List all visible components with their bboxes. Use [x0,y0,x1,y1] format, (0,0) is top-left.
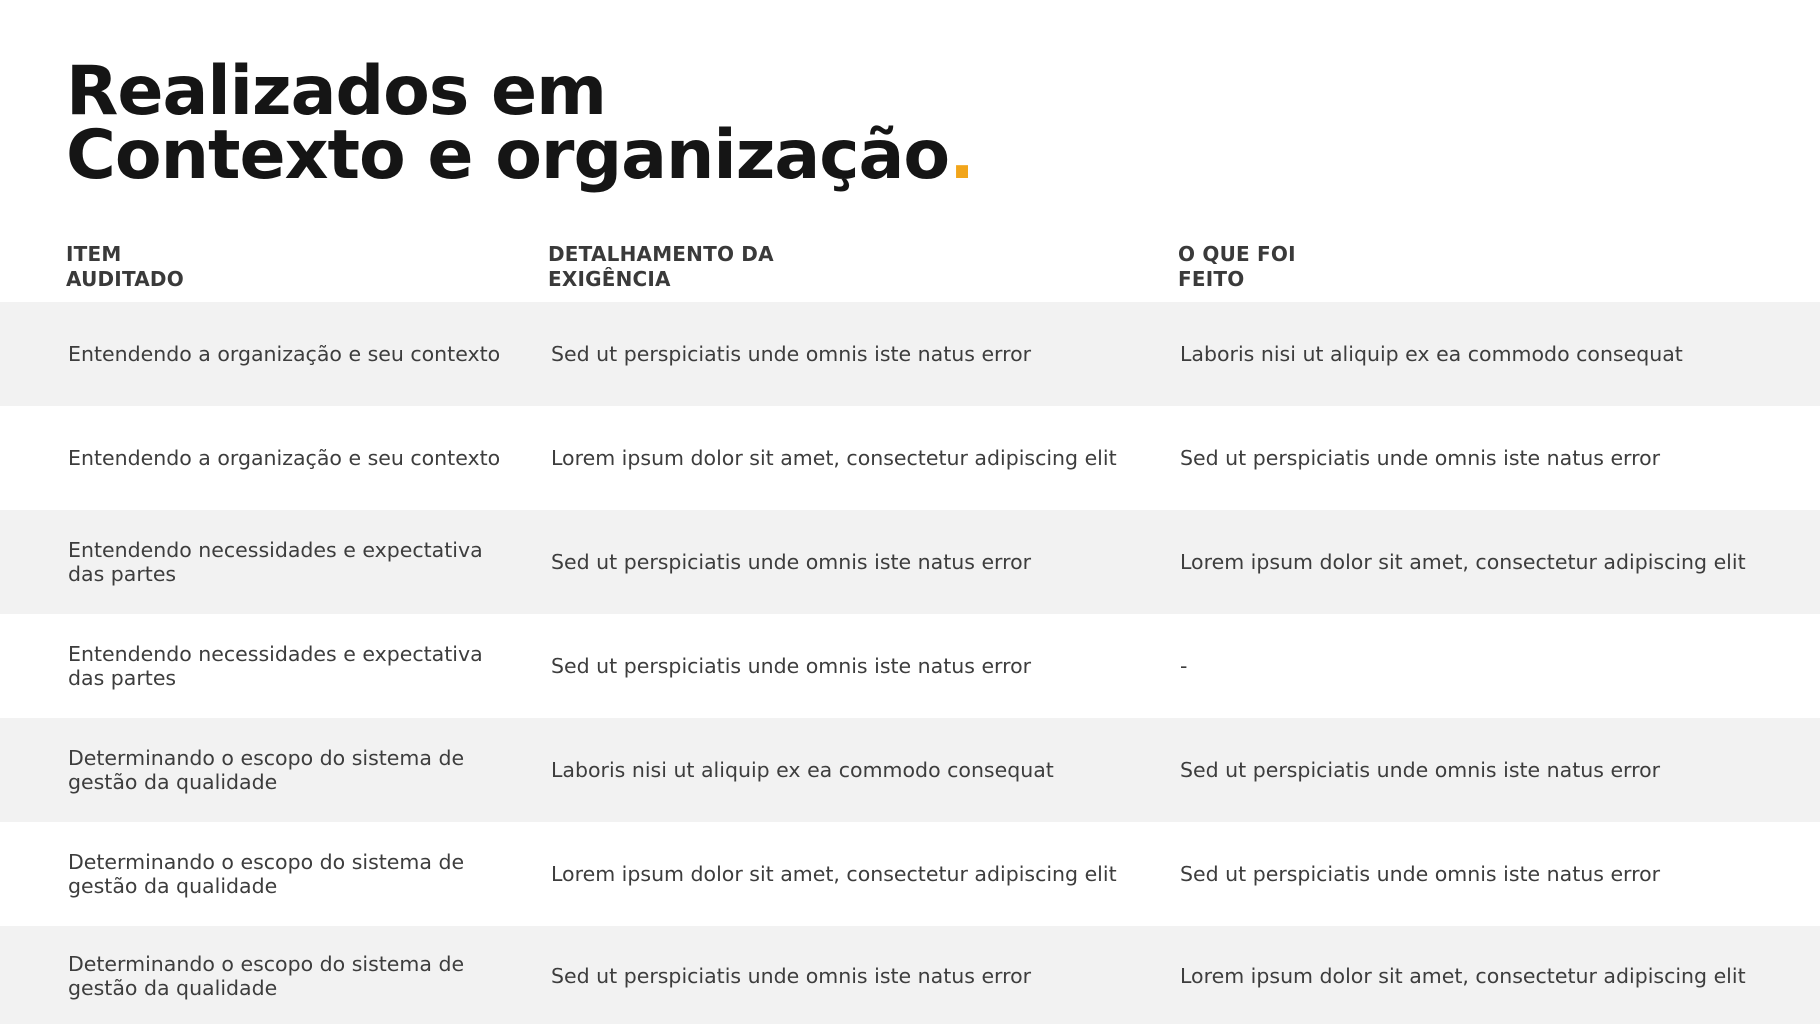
cell-item: Entendendo a organização e seu contexto [68,446,501,470]
cell-feito: - [1180,654,1188,678]
column-header-detalhamento [548,242,774,292]
cell-detalhamento: Laboris nisi ut aliquip ex ea commodo consequat [551,758,1054,782]
cell-item: Entendendo a organização e seu contexto [68,342,501,366]
title-line-2 [66,116,974,195]
cell-detalhamento: Lorem ipsum dolor sit amet, consectetur adipiscing elit [551,862,1117,886]
table-header [0,242,1820,302]
table-row [0,926,1820,1024]
column-header-detalhamento-line2: EXIGÊNCIA [548,267,671,291]
column-header-feito-line1: O QUE FOI [1178,242,1296,266]
table-row [0,302,1820,406]
table-row [0,614,1820,718]
column-header-item-line1: ITEM [66,242,122,266]
page-title [66,52,974,195]
cell-item: Determinando o escopo do sistema de gestão da qualidade [68,850,465,898]
title-line-2-text: Contexto e organização [66,116,950,195]
column-header-feito-line2: FEITO [1178,267,1245,291]
table-row [0,510,1820,614]
column-header-item [66,242,184,292]
cell-detalhamento: Sed ut perspiciatis unde omnis iste natus error [551,654,1032,678]
title-line-1: Realizados em [66,52,606,131]
cell-feito: Lorem ipsum dolor sit amet, consectetur adipiscing elit [1180,550,1746,574]
cell-item: Determinando o escopo do sistema de gestão da qualidade [68,746,465,794]
title-accent-dot: . [949,116,974,195]
cell-item: Determinando o escopo do sistema de gestão da qualidade [68,952,465,1000]
cell-feito: Sed ut perspiciatis unde omnis iste natus error [1180,758,1661,782]
table-row [0,718,1820,822]
cell-feito: Lorem ipsum dolor sit amet, consectetur adipiscing elit [1180,964,1746,988]
cell-detalhamento: Sed ut perspiciatis unde omnis iste natus error [551,550,1032,574]
cell-detalhamento: Lorem ipsum dolor sit amet, consectetur adipiscing elit [551,446,1117,470]
column-header-detalhamento-line1: DETALHAMENTO DA [548,242,774,266]
table-body [0,302,1820,1024]
cell-feito: Sed ut perspiciatis unde omnis iste natus error [1180,446,1661,470]
cell-feito: Laboris nisi ut aliquip ex ea commodo consequat [1180,342,1683,366]
column-header-feito [1178,242,1296,292]
table-row [0,406,1820,510]
cell-item: Entendendo necessidades e expectativa das partes [68,538,483,586]
cell-item: Entendendo necessidades e expectativa das partes [68,642,483,690]
cell-detalhamento: Sed ut perspiciatis unde omnis iste natus error [551,964,1032,988]
table-row [0,822,1820,926]
column-header-item-line2: AUDITADO [66,267,184,291]
cell-feito: Sed ut perspiciatis unde omnis iste natus error [1180,862,1661,886]
cell-detalhamento: Sed ut perspiciatis unde omnis iste natus error [551,342,1032,366]
